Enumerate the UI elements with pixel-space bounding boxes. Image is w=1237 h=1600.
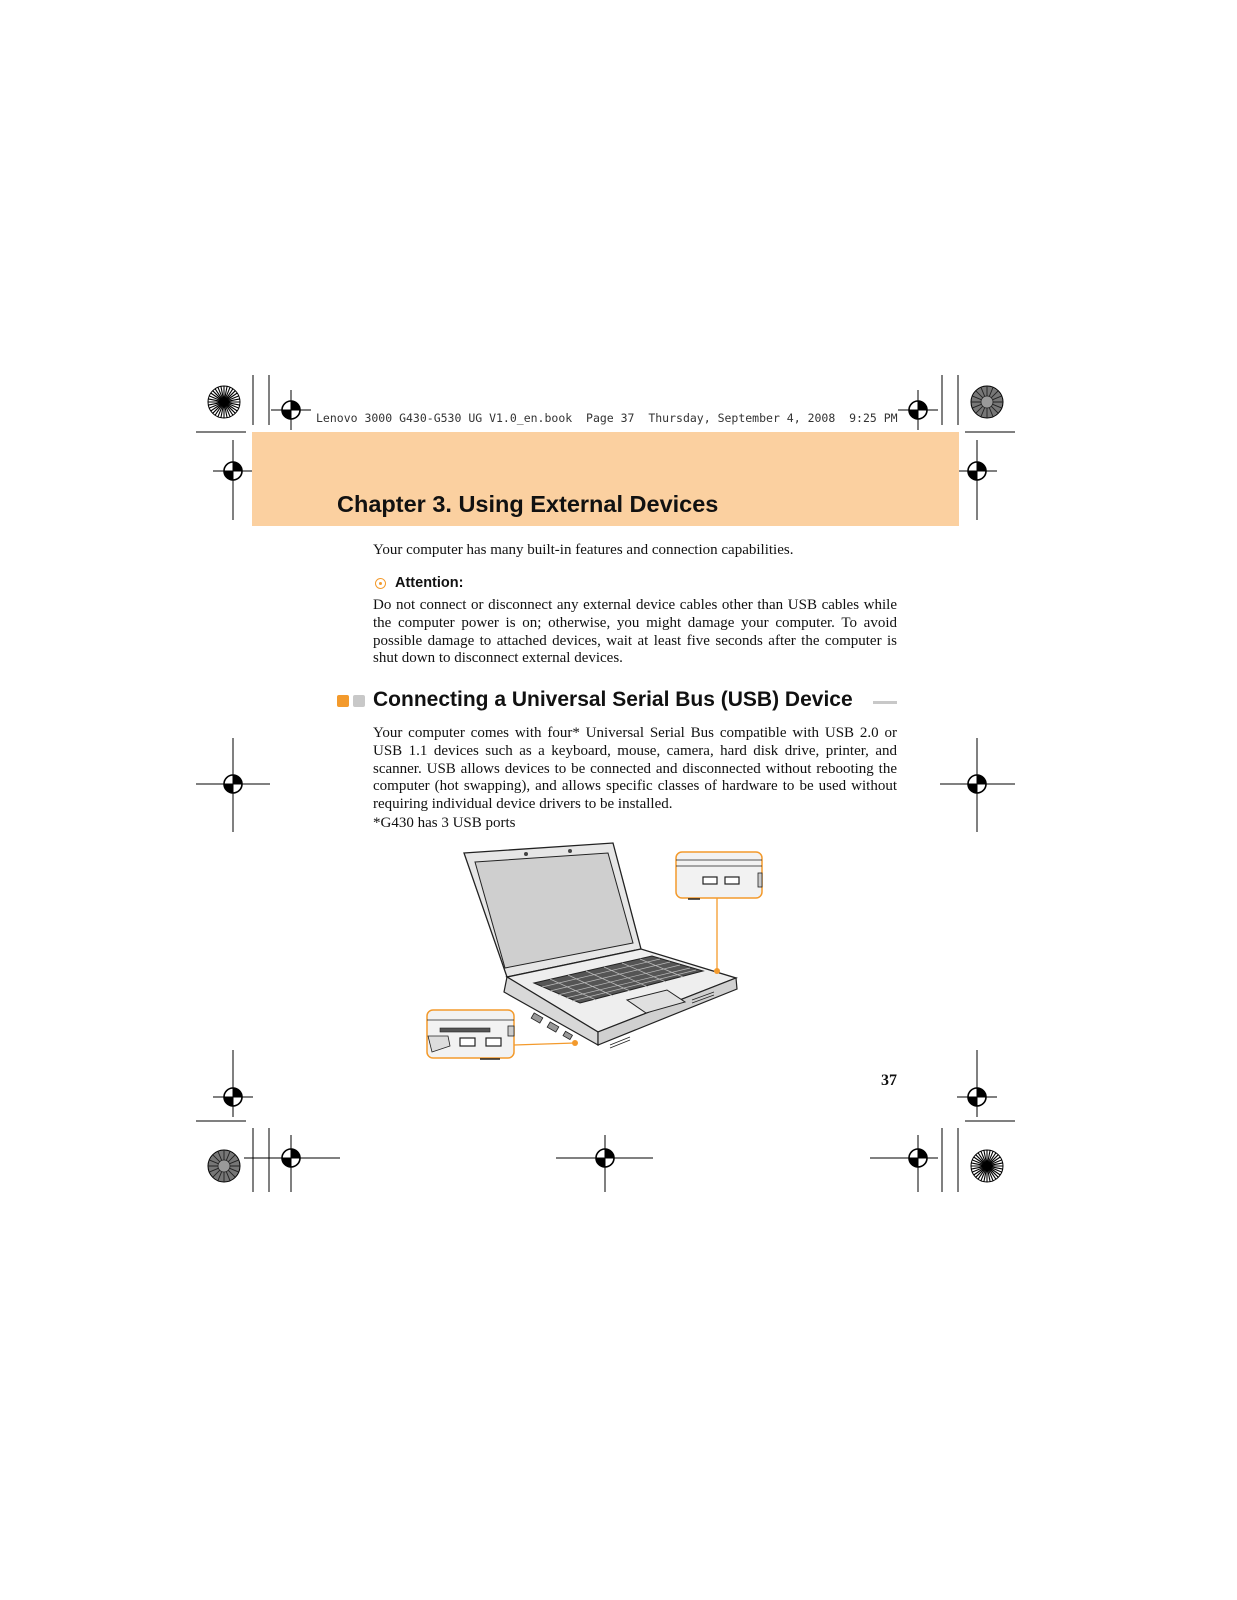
attention-paragraph: Do not connect or disconnect any external device cables other than USB cables while the computer power is on; otherwise, you might damage your computer. To avoid possible damage to attached devices, wait at least five seconds after the computer is shut down to disconnect external devices. (373, 597, 897, 667)
section-rule (873, 701, 897, 704)
section-orange-square-icon (337, 695, 349, 707)
section-title: Connecting a Universal Serial Bus (USB) Device (373, 688, 853, 711)
attention-bullet-icon (375, 578, 386, 589)
page-number: 37 (881, 1072, 897, 1089)
laptop-usb-ports-illustration (420, 840, 770, 1065)
usb-paragraph: Your computer comes with four* Universal Serial Bus compatible with USB 2.0 or USB 1.1 devices such as a keyboard, mouse, camera, hard disk drive, printer, and scanner. USB allows devices to be connected and disconnected without rebooting the computer (hot swapping), and allows specific classes of hardware to be used without requiring individual device drivers to be installed. (373, 725, 897, 813)
intro-paragraph: Your computer has many built-in features and connection capabilities. (373, 542, 794, 558)
usb-footnote: *G430 has 3 USB ports (373, 815, 516, 831)
attention-label: Attention: (395, 575, 464, 591)
chapter-title: Chapter 3. Using External Devices (337, 491, 719, 517)
section-gray-square-icon (353, 695, 365, 707)
running-head: Lenovo 3000 G430-G530 UG V1.0_en.book Page 37 Thursday, September 4, 2008 9:25 PM (316, 411, 898, 425)
